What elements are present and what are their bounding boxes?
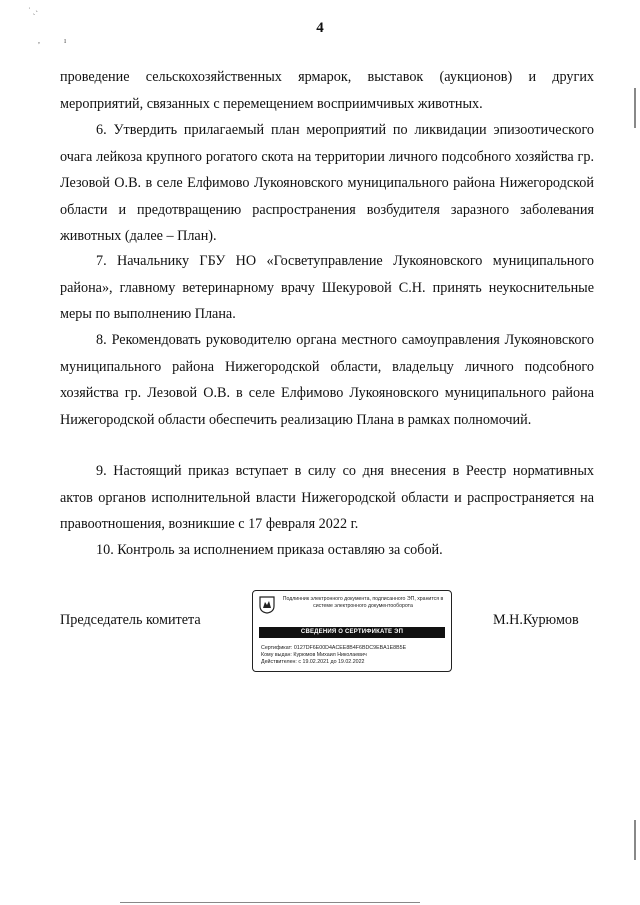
stamp-certificate-id: Сертификат: 0127DF6E00D4ACEE8B4F6BDC9EBA1E8B5E	[261, 645, 407, 651]
paragraph-item-8: 8. Рекомендовать руководителю органа местного самоуправления Лукояновского муниципального района Нижегородской области, владельцу личного подсобного хозяйства гр. Лезовой О.В. в селе Елфимово Лукояновского муниципального района Нижегородской области обеспечить реализацию Плана в рамках полномочий.	[60, 332, 594, 428]
coat-of-arms-icon	[259, 596, 275, 614]
paragraph-item-9: 9. Настоящий приказ вступает в силу со дня внесения в Реестр нормативных актов органов исполнительной власти Нижегородской области и распространяется на правоотношения, возникшие с 17 февраля 2022 г.	[60, 463, 594, 532]
paragraph-item-10: 10. Контроль за исполнением приказа оставляю за собой.	[96, 542, 443, 558]
e-signature-stamp	[252, 590, 452, 672]
stamp-header: Подлинник электронного документа, подписанного ЭП, хранится в системе электронного документооборота	[282, 596, 444, 609]
scan-edge-mark	[120, 902, 420, 903]
stamp-validity: Действителен: с 19.02.2021 до 19.02.2022	[261, 659, 365, 665]
paragraph-continuation: проведение сельскохозяйственных ярмарок, выставок (аукционов) и других мероприятий, связанных с перемещением восприимчивых животных.	[60, 69, 594, 112]
paragraph-item-7: 7. Начальнику ГБУ НО «Госветуправление Лукояновского муниципального района», главному ветеринарному врачу Шекуровой С.Н. принять неукоснительные меры по выполнению Плана.	[60, 253, 594, 322]
scan-mark: ˙ ˏ˴	[28, 6, 38, 15]
scan-mark: ı	[64, 36, 67, 45]
signer-title: Председатель комитета	[60, 612, 201, 628]
scan-edge-mark	[634, 820, 636, 860]
page-number: 4	[316, 20, 324, 36]
scan-mark: ,	[38, 36, 40, 45]
signer-name: М.Н.Курюмов	[493, 612, 579, 628]
paragraph-item-6: 6. Утвердить прилагаемый план мероприятий по ликвидации эпизоотического очага лейкоза крупного рогатого скота на территории личного подсобного хозяйства гр. Лезовой О.В. в селе Елфимово Лукояновского муниципального района Нижегородской области и предотвращению распространения возбудителя заразного заболевания животных (далее – План).	[60, 122, 594, 244]
stamp-certificate-bar: СВЕДЕНИЯ О СЕРТИФИКАТЕ ЭП	[259, 627, 445, 638]
stamp-owner: Кому выдан: Курюмов Михаил Николаевич	[261, 652, 367, 658]
scan-edge-mark	[634, 88, 636, 128]
